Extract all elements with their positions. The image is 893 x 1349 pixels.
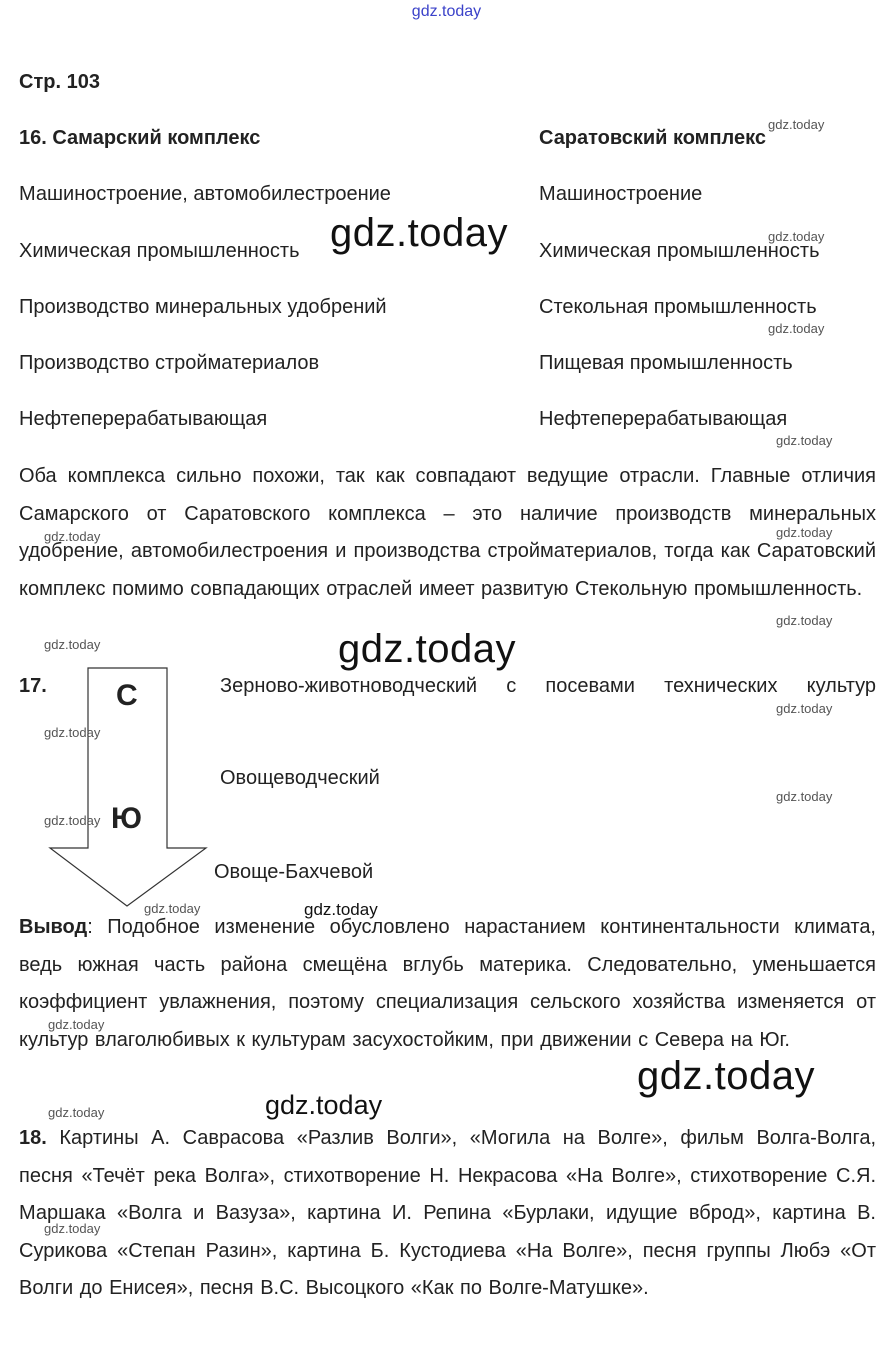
saratov-item: Стекольная промышленность — [539, 296, 817, 318]
watermark-small: gdz.today — [48, 1017, 105, 1032]
watermark-small: gdz.today — [44, 529, 101, 544]
page-number: Стр. 103 — [19, 71, 100, 93]
watermark-small: gdz.today — [44, 813, 101, 828]
samara-item: Химическая промышленность — [19, 240, 300, 262]
watermark-small: gdz.today — [776, 701, 833, 716]
watermark-small: gdz.today — [44, 1221, 101, 1236]
watermark-small: gdz.today — [768, 117, 825, 132]
watermark-small: gdz.today — [144, 901, 201, 916]
samara-item: Нефтеперерабатывающая — [19, 408, 268, 430]
watermark-small: gdz.today — [776, 789, 833, 804]
conclusion-label: Вывод — [19, 916, 88, 938]
watermark-medium: gdz.today — [304, 900, 378, 919]
watermark-small: gdz.today — [44, 725, 101, 740]
watermark-small: gdz.today — [776, 613, 833, 628]
task18-text: Картины А. Саврасова «Разлив Волги», «Могила на Волге», фильм Волга-Волга, песня «Течёт река Волга», стихотворение Н. Некрасова «На Волге», стихотворение С.Я. Маршака «Волга и Вазуза», картина И. Репина «Бурлаки, идущие вброд», картина В. Сурикова «Степан Разин», картина Б. Кустодиева «На Волге», песня группы Любэ «От Волги до Енисея», песня В.С. Высоцкого «Как по Волге-Матушке». — [19, 1127, 876, 1300]
watermark-small: gdz.today — [776, 433, 833, 448]
saratov-item: Химическая промышленность — [539, 240, 820, 262]
conclusion-text: : Подобное изменение обусловлено нарастанием континентальности климата, ведь южная часть района смещёна вглубь материка. Следовательно, уменьшается коэффициент увлажнения, поэтому специализация сельского хозяйства изменяется от культур влаголюбивых к культурам засухостойким, при движении с Севера на Юг. — [19, 916, 876, 1051]
watermark-large: gdz.today — [330, 211, 508, 255]
saratov-item: Машиностроение — [539, 183, 703, 205]
zone-melon: Овоще-Бахчевой — [214, 861, 374, 883]
saratov-item: Нефтеперерабатывающая — [539, 408, 788, 430]
watermark-small: gdz.today — [48, 1105, 105, 1120]
task18 — [19, 1120, 876, 1308]
watermark-small: gdz.today — [768, 229, 825, 244]
task18-number: 18. — [19, 1127, 47, 1149]
watermark-small: gdz.today — [776, 525, 833, 540]
arrow-north-label: С — [116, 679, 138, 712]
samara-item: Производство стройматериалов — [19, 352, 320, 374]
saratov-item: Пищевая промышленность — [539, 352, 793, 374]
watermark-small: gdz.today — [44, 637, 101, 652]
task16-conclusion: Оба комплекса сильно похожи, так как совпадают ведущие отрасли. Главные отличия Самарского от Саратовского комплекса – это наличие производств минеральных удобрение, автомобилестроения и производства стройматериалов, тогда как Саратовский комплекс помимо совпадающих отраслей имеет развитую Стекольную промышленность. — [19, 465, 876, 600]
watermark-small: gdz.today — [768, 321, 825, 336]
task17-number: 17. — [19, 675, 47, 697]
zone-vegetable: Овощеводческий — [220, 767, 380, 789]
zone-grain-livestock: Зерново-животноводческий с посевами технических культур — [220, 675, 876, 697]
watermark-medium: gdz.today — [265, 1090, 383, 1120]
watermark-top: gdz.today — [411, 3, 482, 20]
samara-item: Производство минеральных удобрений — [19, 296, 387, 318]
arrow-south-label: Ю — [111, 802, 142, 835]
task17-conclusion — [19, 909, 876, 1059]
samara-item: Машиностроение, автомобилестроение — [19, 183, 391, 205]
watermark-large: gdz.today — [338, 627, 516, 671]
watermark-large: gdz.today — [637, 1054, 815, 1098]
task16-heading-samara: 16. Самарский комплекс — [19, 127, 261, 149]
task16-heading-saratov: Саратовский комплекс — [539, 127, 766, 149]
